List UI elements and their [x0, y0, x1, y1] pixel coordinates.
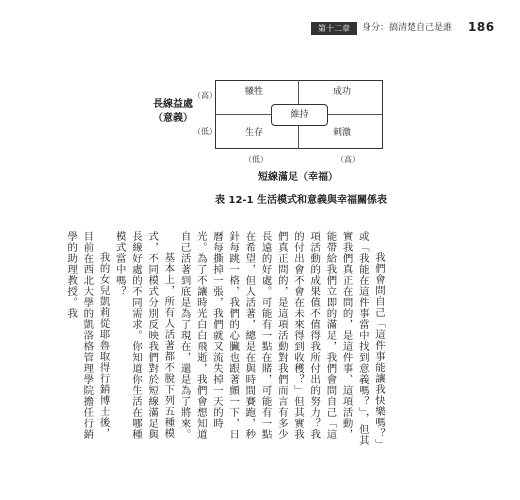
quadrant-bottom-left: 生存 — [245, 128, 264, 138]
y-axis-label-line1: 長線益處 — [153, 99, 193, 110]
box-bottom-border — [215, 148, 383, 149]
body-paragraph: 基本上，所有人活著都不脫下列五種模式，不同模式分別反映我們對於短線滿足與長線好處的不同需求。你知道你生活在哪種模式當中嗎？ — [113, 231, 175, 440]
quadrant-top-left: 犧牲 — [245, 87, 264, 97]
body-paragraph: 我的女兒凱莉從耶魯取得行銷博士後，目前在西北大學的凱洛格管理學院擔任行銷學的助理教授。我 — [65, 231, 110, 440]
x-tick-low: （低） — [244, 155, 268, 164]
x-tick-high: （高） — [336, 155, 360, 164]
chapter-title: 身分：搞清楚自己是誰 — [362, 23, 453, 33]
quadrant-top-right: 成功 — [333, 87, 352, 97]
center-label: 維持 — [271, 104, 328, 126]
y-tick-low: （低） — [193, 127, 217, 136]
body-text — [63, 231, 387, 446]
page-number: 186 — [468, 20, 495, 34]
y-tick-high: （高） — [193, 91, 217, 100]
y-axis-label — [153, 98, 193, 126]
figure-caption: 表 12-1 生活模式和意義與幸福關係表 — [215, 195, 387, 206]
y-axis-label-line2: （意義） — [153, 113, 193, 124]
quadrant-bottom-right: 刺激 — [333, 128, 352, 138]
life-mode-diagram — [0, 0, 520, 206]
box-top-border — [215, 80, 383, 81]
chapter-tag: 第十二章 — [311, 22, 357, 35]
body-paragraph: 我們會問自己「這件事能讓我快樂嗎？」或「我能在這件事當中找到意義嗎？」，但其實我們真正在問的，是這件事、這項活動，能帶給我們立即的滿足，我們會問自己「這項活動的成果值不值得我所付出的努力？我的付出會不會在未來得到收穫？」但其實我們真正問的，是這項活動對我們而言有多少長遠的好處。可能有一點在賭，可能有一點在希望，但人活著，總是在與時間賽跑，秒針每跳一格，我們的心臟也跟著顫一下，日曆每撕掉一張，我們就又流失掉一天的時光。為了不讓時光白白飛逝，我們會想知道自己活著到底是為了現在，還是為了將來。 — [178, 231, 385, 446]
x-axis-label: 短線滿足（幸福） — [258, 172, 338, 183]
